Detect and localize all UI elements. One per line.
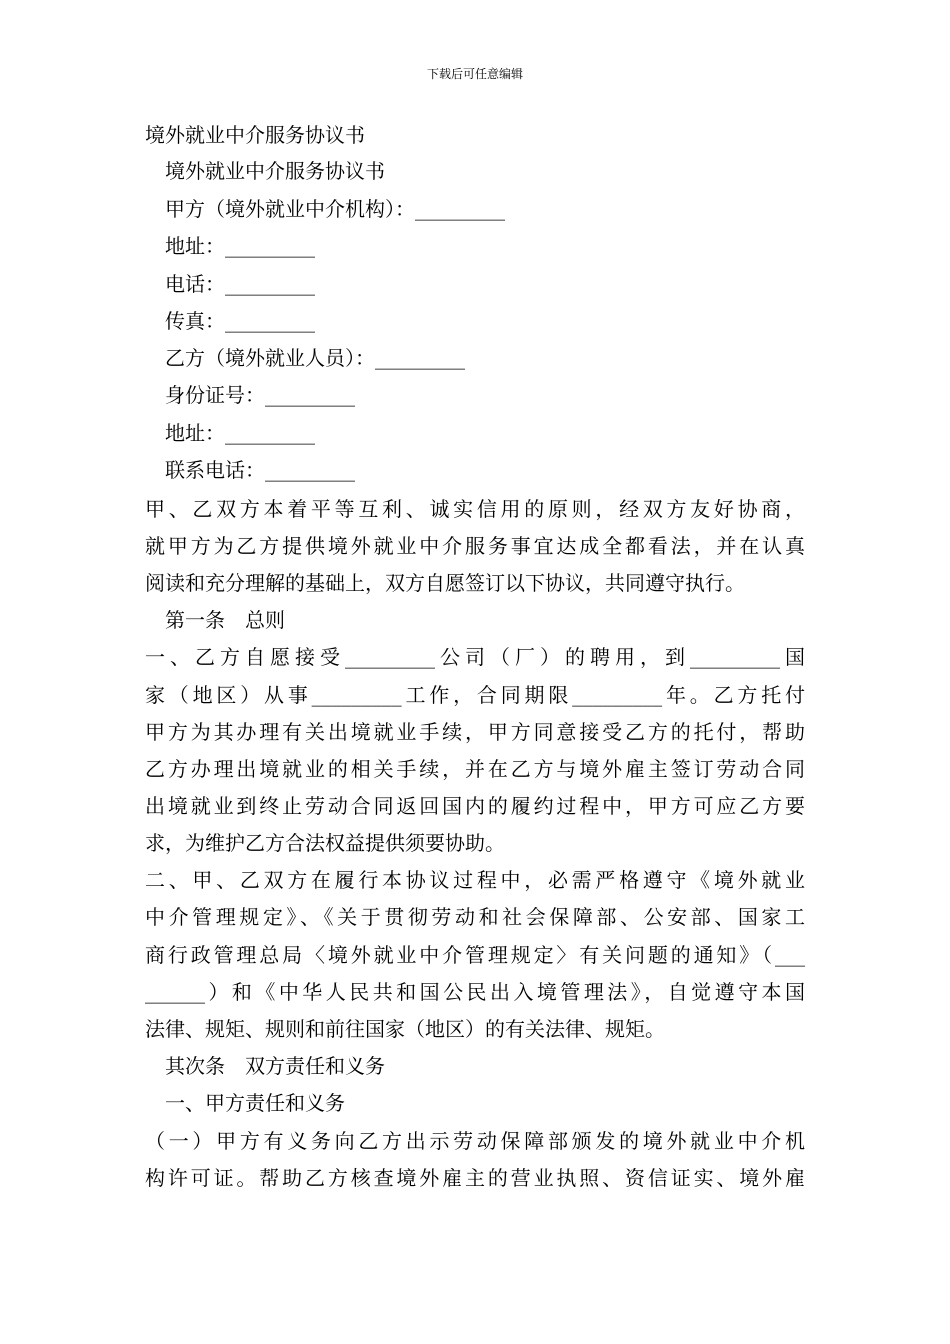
party-a-line: 甲方（境外就业中介机构）：_________ — [165, 197, 505, 221]
paragraph-line: （一）甲方有义务向乙方出示劳动保障部颁发的境外就业中介机 — [145, 1129, 805, 1153]
party-a-phone: 电话：_________ — [165, 272, 315, 296]
paragraph-line: 法律、规矩、规则和前往国家（地区）的有关法律、规矩。 — [145, 1017, 665, 1041]
paragraph-line: 阅读和充分理解的基础上，双方自愿签订以下协议，共同遵守执行。 — [145, 571, 745, 595]
paragraph-line: 家（地区）从事_________工作，合同期限_________年。乙方托付 — [145, 683, 805, 707]
article-heading: 其次条 双方责任和义务 — [165, 1054, 385, 1078]
paragraph-line: 乙方办理出境就业的相关手续，并在乙方与境外雇主签订劳动合同 — [145, 757, 805, 781]
party-a-fax: 传真：_________ — [165, 309, 315, 333]
doc-subtitle: 境外就业中介服务协议书 — [165, 159, 385, 183]
party-b-address: 地址：_________ — [165, 421, 315, 445]
paragraph-line: 构许可证。帮助乙方核查境外雇主的营业执照、资信证实、境外雇 — [145, 1166, 805, 1190]
party-b-phone: 联系电话：_________ — [165, 458, 355, 482]
paragraph-line: ______）和《中华人民共和国公民出入境管理法》，自觉遵守本国 — [145, 980, 805, 1004]
paragraph-line: 甲、乙双方本着平等互利、诚实信用的原则，经双方友好协商， — [145, 497, 805, 521]
paragraph-line: 甲方为其办理有关出境就业手续，甲方同意接受乙方的托付，帮助 — [145, 720, 805, 744]
article-heading: 第一条 总则 — [165, 608, 285, 632]
paragraph-line: 二、甲、乙双方在履行本协议过程中，必需严格遵守《境外就业 — [145, 868, 805, 892]
doc-title: 境外就业中介服务协议书 — [145, 123, 365, 147]
paragraph-line: 求，为维护乙方合法权益提供须要协助。 — [145, 831, 505, 855]
party-b-line: 乙方（境外就业人员）：_________ — [165, 346, 465, 370]
paragraph-line: 就甲方为乙方提供境外就业中介服务事宜达成全都看法，并在认真 — [145, 534, 805, 558]
paragraph-line: 出境就业到终止劳动合同返回国内的履约过程中，甲方可应乙方要 — [145, 794, 805, 818]
party-a-address: 地址：_________ — [165, 234, 315, 258]
party-b-id: 身份证号：_________ — [165, 383, 355, 407]
section-heading: 一、甲方责任和义务 — [165, 1091, 345, 1115]
paragraph-line: 商行政管理总局〈境外就业中介管理规定〉有关问题的通知》（___ — [145, 943, 805, 967]
paragraph-line: 一、乙方自愿接受_________公司（厂）的聘用，到_________国 — [145, 645, 805, 669]
paragraph-line: 中介管理规定》、《关于贯彻劳动和社会保障部、公安部、国家工 — [145, 905, 805, 929]
page-header: 下载后可任意编辑 — [426, 67, 523, 81]
